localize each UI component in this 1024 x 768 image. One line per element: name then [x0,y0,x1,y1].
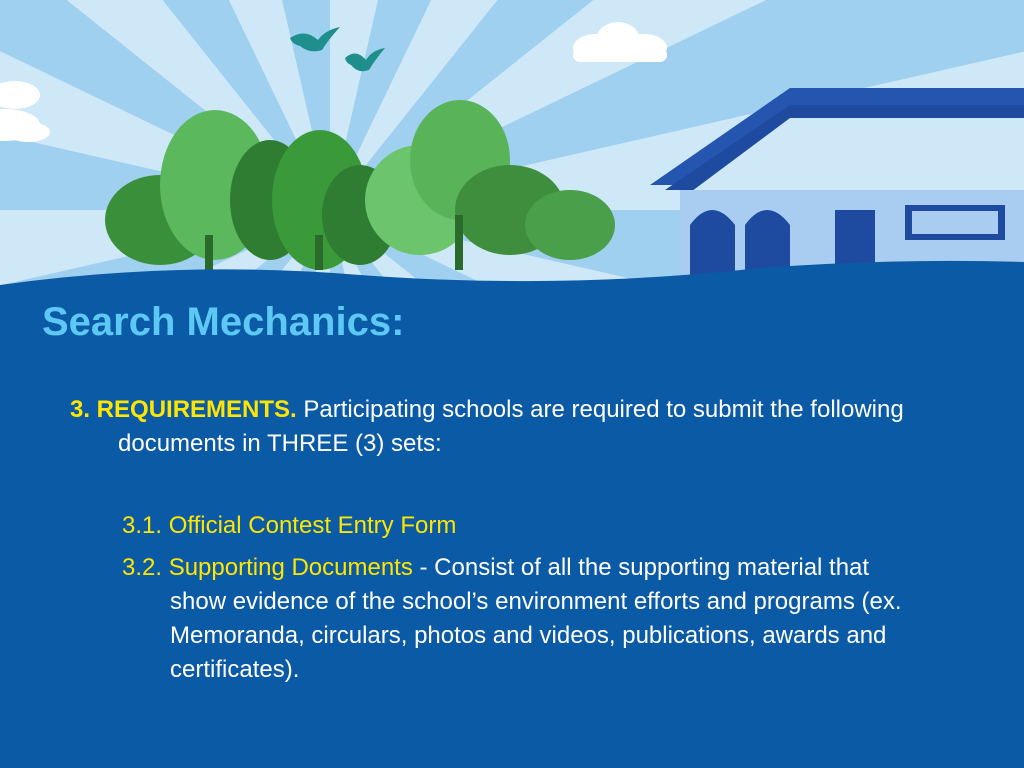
item-label: 3.1. Official Contest Entry Form [122,512,457,539]
slide-title: Search Mechanics: [42,300,405,344]
list-item [122,551,930,687]
requirement-items [122,509,930,687]
requirement-text: Participating schools are required to submit the following documents in THREE (3) sets: [118,396,904,457]
list-item [122,509,930,543]
requirement-heading: 3. REQUIREMENTS. [70,396,297,423]
header-illustration [0,0,1024,300]
requirement-paragraph [70,393,930,461]
slide-body [70,393,930,695]
item-text: - Consist of all the supporting material that show evidence of the school’s environment efforts and programs (ex. Memoranda, circulars, photos and videos, publications, awards and certificates). [170,554,902,683]
item-label: 3.2. Supporting Documents [122,554,413,581]
